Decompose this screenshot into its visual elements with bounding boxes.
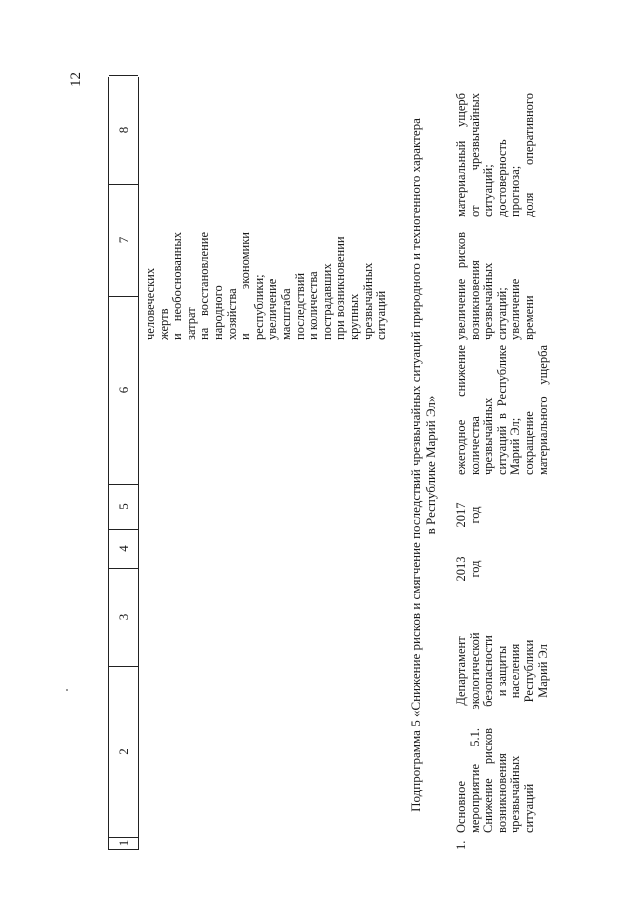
cont-line: чрезвычайных <box>360 262 375 340</box>
col-num-3: 3 <box>109 568 138 667</box>
indicators-line: от чрезвычайных <box>467 93 482 217</box>
cont-line: жертв <box>156 308 171 340</box>
cont-line: последствий <box>292 272 307 340</box>
executor-line: и защиты <box>494 645 509 697</box>
consequences-line: увеличение <box>508 278 523 340</box>
col-num-8: 8 <box>109 75 138 185</box>
cell-executor <box>455 627 550 715</box>
consequences-line: увеличение рисков <box>454 232 468 340</box>
end-year-line: 2017 <box>454 502 468 528</box>
result-line: сокращение <box>521 411 536 475</box>
measure-line: Снижение рисков <box>481 728 496 833</box>
result-line: ежегодное снижение <box>454 345 468 475</box>
measure-line: мероприятие 5.1. <box>467 728 482 833</box>
executor-line: безопасности <box>481 635 496 707</box>
executor-line: Республики <box>521 639 536 703</box>
end-year-line: год <box>467 506 482 524</box>
cell-end-year <box>455 500 482 530</box>
cell-indicators <box>455 93 537 217</box>
cell-result <box>455 345 550 475</box>
page-number: 12 <box>68 72 84 87</box>
measure-line: чрезвычайных <box>508 755 523 833</box>
subprogram-title-line: в Республике Марий Эл» <box>423 395 438 535</box>
executor-line: Департамент <box>454 636 468 706</box>
col-num-7: 7 <box>109 184 138 297</box>
cell-measure <box>455 728 537 833</box>
executor-line: Марий Эл <box>535 644 550 698</box>
scan-speck <box>66 689 68 691</box>
result-line: материального ущерба <box>535 345 550 475</box>
cont-line: и экономики <box>238 232 253 340</box>
consequences-line: времени <box>521 295 536 340</box>
start-year-line: год <box>467 560 482 578</box>
consequences-line: чрезвычайных <box>481 262 496 340</box>
measure-line: Основное <box>454 780 468 833</box>
cont-line: затрат <box>183 307 198 340</box>
column-number-row <box>108 77 139 850</box>
cont-line: пострадавших <box>319 263 334 340</box>
measure-line: ситуаций <box>521 783 536 833</box>
indicators-line: ситуаций; <box>481 164 496 217</box>
cont-line: и необоснованных <box>170 232 185 340</box>
cont-line: масштаба <box>278 288 293 340</box>
result-line: количества чрезвычайных <box>467 397 496 475</box>
cont-line: увеличение <box>265 278 280 340</box>
measure-line: возникновения <box>494 753 509 833</box>
indicators-line: прогноза; <box>508 165 523 217</box>
col-num-2: 2 <box>109 666 138 838</box>
col-num-4: 4 <box>109 529 138 569</box>
cont-line: республики; <box>251 274 266 340</box>
indicators-line: доля оперативного <box>521 93 536 217</box>
indicators-line: достоверность <box>494 139 509 217</box>
col-num-6: 6 <box>109 296 138 485</box>
cont-line: и количества <box>306 271 321 340</box>
result-line: Марий Эл; <box>508 417 523 475</box>
col-num-1: 1 <box>109 837 138 850</box>
subprogram-title-line: Подпрограмма 5 «Снижение рисков и смягчение последствий чрезвычайных ситуаций природного и техногенного характера <box>408 118 423 812</box>
consequences-line: возникновения <box>467 260 482 340</box>
start-year-line: 2013 <box>454 556 468 582</box>
cont-line: на восстановление <box>197 232 212 340</box>
consequences-line: ситуаций; <box>494 287 509 340</box>
cont-line: при возникновении <box>333 236 348 340</box>
executor-line: экологической <box>467 632 482 710</box>
cell-start-year <box>455 554 482 584</box>
cont-line: народного <box>210 285 225 340</box>
cont-line: ситуаций <box>374 290 389 340</box>
row-number <box>455 830 469 850</box>
executor-line: населения <box>508 643 523 699</box>
cont-line: хозяйства <box>224 288 239 340</box>
subprogram-title <box>408 95 438 835</box>
cont-line: крупных <box>346 293 361 340</box>
result-line: ситуаций в Республике <box>494 345 509 475</box>
indicators-line: материальный ущерб <box>454 93 468 217</box>
cell-consequences <box>455 232 537 340</box>
row-number-text: 1. <box>454 840 468 850</box>
cont-line: человеческих <box>143 267 157 340</box>
continuation-col7 <box>144 232 389 340</box>
col-num-5: 5 <box>109 484 138 530</box>
